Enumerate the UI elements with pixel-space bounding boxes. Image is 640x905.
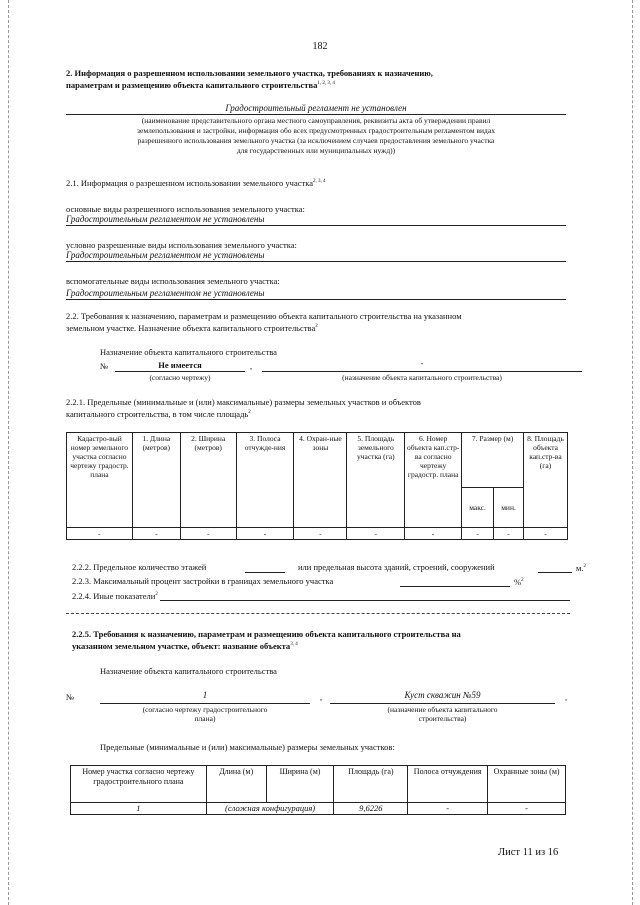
section-2-1-title: 2.1. Информация о разрешенном использовании земельного участка$^{2, 3, 4}$ [66,177,326,188]
table-cell: - [132,528,180,540]
th-cadastral: Кадастро-вый номер земельного участка согласно чертежу градостр. плана [67,433,133,528]
th-object-number: 6. Номер объекта кап.стр-ва согласно чертежу градостр. плана [405,433,462,528]
number-label-2: № [66,692,75,702]
table-cell: - [494,528,524,540]
purpose-caption-2b: строительства) [418,714,467,723]
table-cell: - [236,528,294,540]
regulation-note-2: землепользования и застройки, информация обо всех предусмотренных градостроительным регламентом видах [137,126,495,135]
regulation-underline [66,114,566,115]
th-length: 1. Длина (метров) [132,433,180,528]
height-unit: м.$^2$ [576,562,587,573]
th-min: мин. [494,488,524,528]
main-uses-underline [66,225,566,226]
scan-edge-left [8,0,10,905]
section-2-2-5-line2: указанном земельном участке, объект: название объекта$^{3, 4}$ [72,640,298,651]
number-caption-2a: (согласно чертежу градостроительного [142,705,268,714]
main-uses-value: Градостроительным регламентом не установлены [66,214,265,224]
auxiliary-uses-underline [66,299,566,300]
page-number: 182 [312,41,328,52]
table-cell: 1 [71,803,207,815]
separator-dashed [66,613,570,614]
regulation-note-1: (наименование представительного органа местного самоуправления, реквизиты акта об утверждении правил [141,116,491,125]
table-cell: - [408,803,488,815]
number-label: № [100,361,109,371]
th-width: 2. Ширина (метров) [180,433,236,528]
th-exclusion: 3. Полоса отчужде-ния [236,433,294,528]
table-cell: - [347,528,405,540]
end-comma: , [565,692,568,702]
table-cell: - [523,528,567,540]
table-cell: - [405,528,462,540]
height-blank [538,572,572,573]
sizes-table-1 [66,432,568,540]
section-2-2-5-line1: 2.2.5. Требования к назначению, параметрам и размещению объекта капитального строительства на [72,629,461,639]
object-number-value: Не имеется [158,360,202,370]
comma-2: , [320,692,323,702]
number-caption-2b: плана) [194,714,216,723]
table-cell: - [488,803,566,815]
regulation-note-4: для государственных или муниципальных нужд)) [236,146,396,155]
regulation-value: Градостроительный регламент не установлен [225,103,407,113]
purpose-caption: (назначение объекта капитального строительства) [342,373,502,382]
th-area: 5. Площадь земельного участка (га) [347,433,405,528]
object-purpose-value-2: Куст скважин №59 [404,690,481,700]
section-2-title-line2: параметрам и размещению объекта капитального строительства$^{1, 2, 3, 4}$ [66,79,335,90]
purpose-label-2: Назначение объекта капитального строительства [100,666,277,676]
table-row [71,803,566,815]
section-2-2-2-mid: или предельная высота зданий, строений, сооружений [298,562,495,572]
purpose-label: Назначение объекта капитального строительства [100,347,277,357]
section-2-2-2-label: 2.2.2. Предельное количество этажей [72,562,207,572]
table-cell: - [180,528,236,540]
object-number-value-2: 1 [202,690,208,700]
purpose-caption-2a: (назначение объекта капитального [387,705,498,714]
object-number-underline [115,371,245,372]
regulation-note-3: разрешенного использования земельного участка (за исключением случаев предоставления земельного участка [137,136,495,145]
table-cell: 9,6226 [334,803,408,815]
th-max: макс. [462,488,494,528]
percent-unit: %$^2$ [514,576,524,587]
conditional-uses-underline [66,261,566,262]
object-purpose-value: - [420,358,424,368]
table2-header-row [71,766,566,803]
th-object-area: 8. Площадь объекта кап.стр-ва (га) [523,433,567,528]
sizes-label: Предельные (минимальные и (или) максимальные) размеры земельных участков: [100,742,395,752]
section-2-title-line1: 2. Информация о разрешенном использовании земельного участка, требованиях к назначению, [66,68,433,78]
section-2-2-line2: земельном участке. Назначение объекта капитального строительства$^2$ [66,322,318,333]
sheet-number: Лист 11 из 16 [498,847,559,858]
table1-header-row [67,433,568,488]
section-2-2-line1: 2.2. Требования к назначению, параметрам и размещению объекта капитального строительства на указанном [66,311,462,321]
object-purpose-underline [262,371,582,372]
sizes-table-2 [70,765,566,815]
th-protection: 4. Охран-ные зоны [294,433,347,528]
object-purpose-underline-2 [330,703,555,704]
th2-length: Длина (м) [206,766,266,803]
section-2-2-1-line2: капитального строительства, в том числе площадь$^2$ [66,408,251,419]
conditional-uses-value: Градостроительным регламентом не установлены [66,250,265,260]
section-2-2-1-line1: 2.2.1. Предельные (минимальные и (или) максимальные) размеры земельных участков и объектов [66,397,421,407]
th2-area: Площадь (га) [334,766,408,803]
table-row [67,528,568,540]
table-cell: (сложная конфигурация) [206,803,334,815]
th2-width: Ширина (м) [266,766,334,803]
section-2-2-3-label: 2.2.3. Максимальный процент застройки в границах земельного участка [72,576,334,586]
main-uses-label: основные виды разрешенного использования земельного участка: [66,204,305,214]
th2-protection: Охранные зоны (м) [488,766,566,803]
th-size: 7. Размер (м) [462,433,524,488]
th2-plot-number: Номер участка согласно чертежу градостроительного плана [71,766,207,803]
section-2-2-4-label: 2.2.4. Иные показатели$^2$ [72,590,158,601]
number-caption: (согласно чертежу) [149,373,211,382]
other-indicators-blank [160,600,570,601]
floors-blank [245,572,285,573]
percent-blank [400,586,510,587]
comma: , [250,361,253,371]
table-cell: - [67,528,133,540]
conditional-uses-label: условно разрешенные виды использования земельного участка: [66,240,297,250]
object-number-underline-2 [100,703,310,704]
auxiliary-uses-value: Градостроительным регламентом не установлены [66,288,265,298]
th2-exclusion: Полоса отчуждения [408,766,488,803]
table-cell: - [462,528,494,540]
table-cell: - [294,528,347,540]
scan-edge-right [632,0,634,905]
auxiliary-uses-label: вспомогательные виды использования земельного участка: [66,276,280,286]
